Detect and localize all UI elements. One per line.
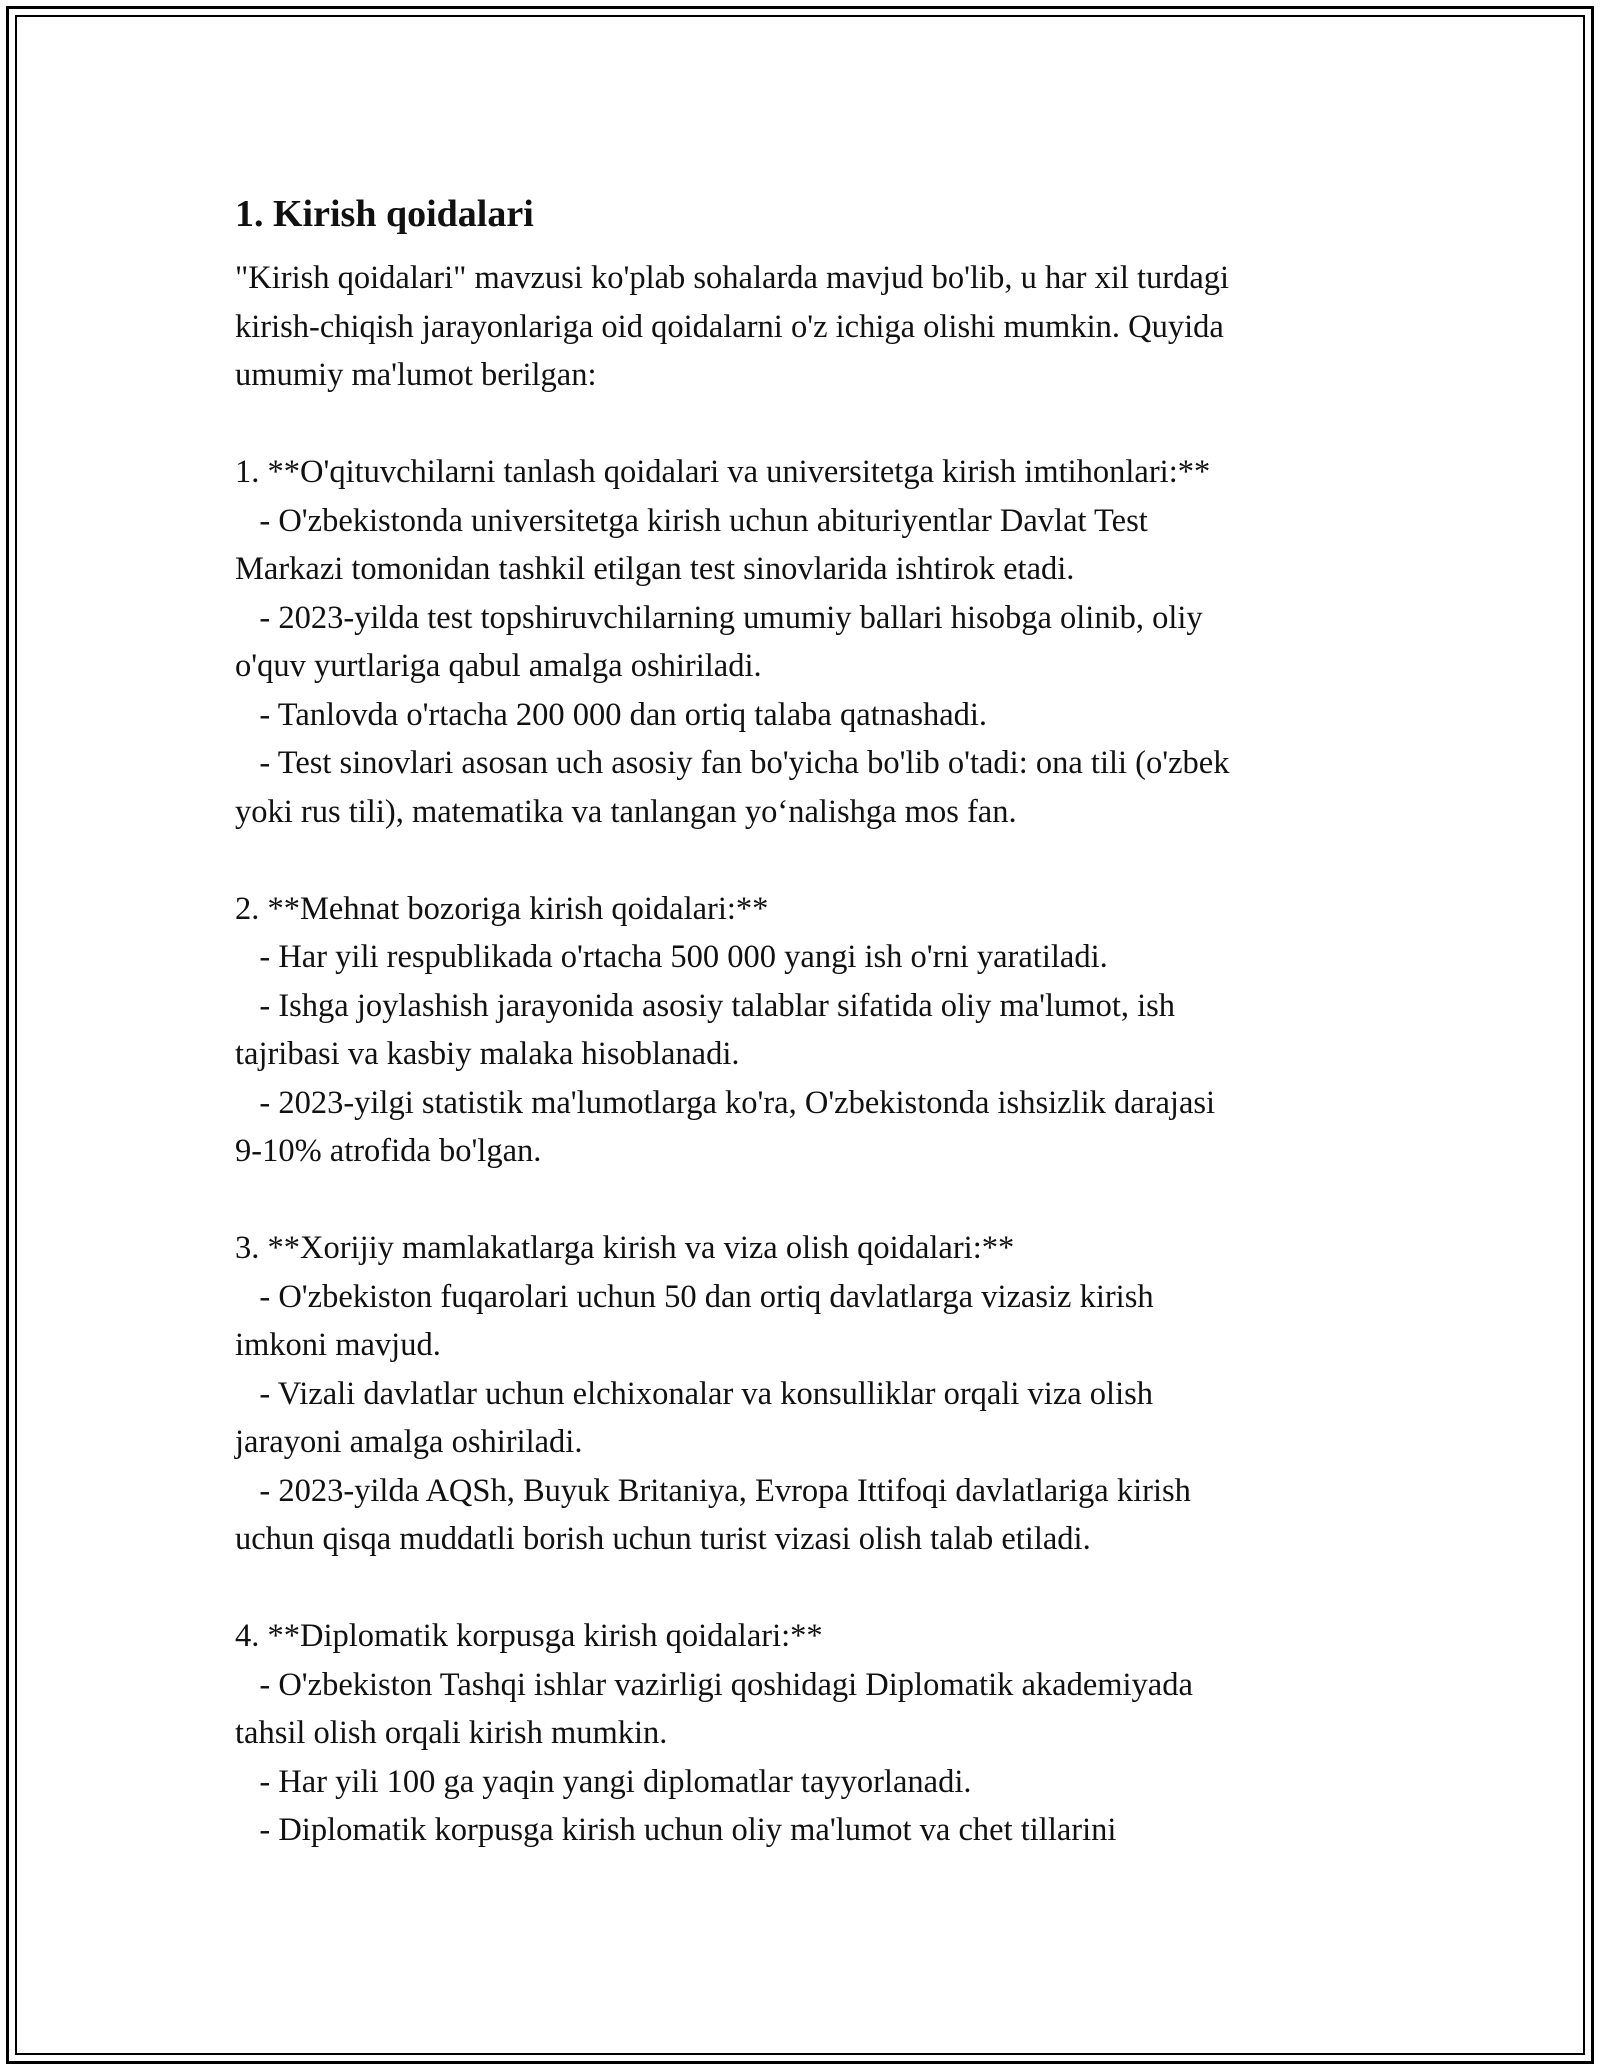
document-heading: 1. Kirish qoidalari bbox=[235, 193, 534, 235]
document-body: "Kirish qoidalari" mavzusi ko'plab sohalarda mavjud bo'lib, u har xil turdagi kirish-chiqish jarayonlariga oid qoidalarni o'z ichiga olishi mumkin. Quyida umumiy ma'lumot berilgan: 1. **O'qituvchilarni tanlash qoidalari va universitetga kirish imtihonlari:** - O'zbekistonda universitetga kirish uchun abituriyentlar Davlat Test Markazi tomonidan tashkil etilgan test sinovlarida ishtirok etadi. - 2023-yilda test topshiruvchilarning umumiy ballari hisobga olinib, oliy o'quv yurtlariga qabul amalga oshiriladi. - Tanlovda o'rtacha 200 000 dan ortiq talaba qatnashadi. - Test sinovlari asosan uch asosiy fan bo'yicha bo'lib o'tadi: ona tili (o'zbek yoki rus tili), matematika va tanlangan yo‘nalishga mos fan. 2. **Mehnat bozoriga kirish qoidalari:** - Har yili respublikada o'rtacha 500 000 yangi ish o'rni yaratiladi. - Ishga joylashish jarayonida asosiy talablar sifatida oliy ma'lumot, ish tajribasi va kasbiy malaka hisoblanadi. - 2023-yilgi statistik ma'lumotlarga ko'ra, O'zbekistonda ishsizlik darajasi 9-10% atrofida bo'lgan. 3. **Xorijiy mamlakatlarga kirish va viza olish qoidalari:** - O'zbekiston fuqarolari uchun 50 dan ortiq davlatlarga vizasiz kirish imkoni mavjud. - Vizali davlatlar uchun elchixonalar va konsulliklar orqali viza olish jarayoni amalga oshiriladi. - 2023-yilda AQSh, Buyuk Britaniya, Evropa Ittifoqi davlatlariga kirish uchun qisqa muddatli borish uchun turist vizasi olish talab etiladi. 4. **Diplomatik korpusga kirish qoidalari:** - O'zbekiston Tashqi ishlar vazirligi qoshidagi Diplomatik akademiyada tahsil olish orqali kirish mumkin. - Har yili 100 ga yaqin yangi diplomatlar tayyorlanadi. - Diplomatik korpusga kirish uchun oliy ma'lumot va chet tillarini bbox=[235, 260, 1230, 1848]
document-content bbox=[235, 186, 1375, 1855]
